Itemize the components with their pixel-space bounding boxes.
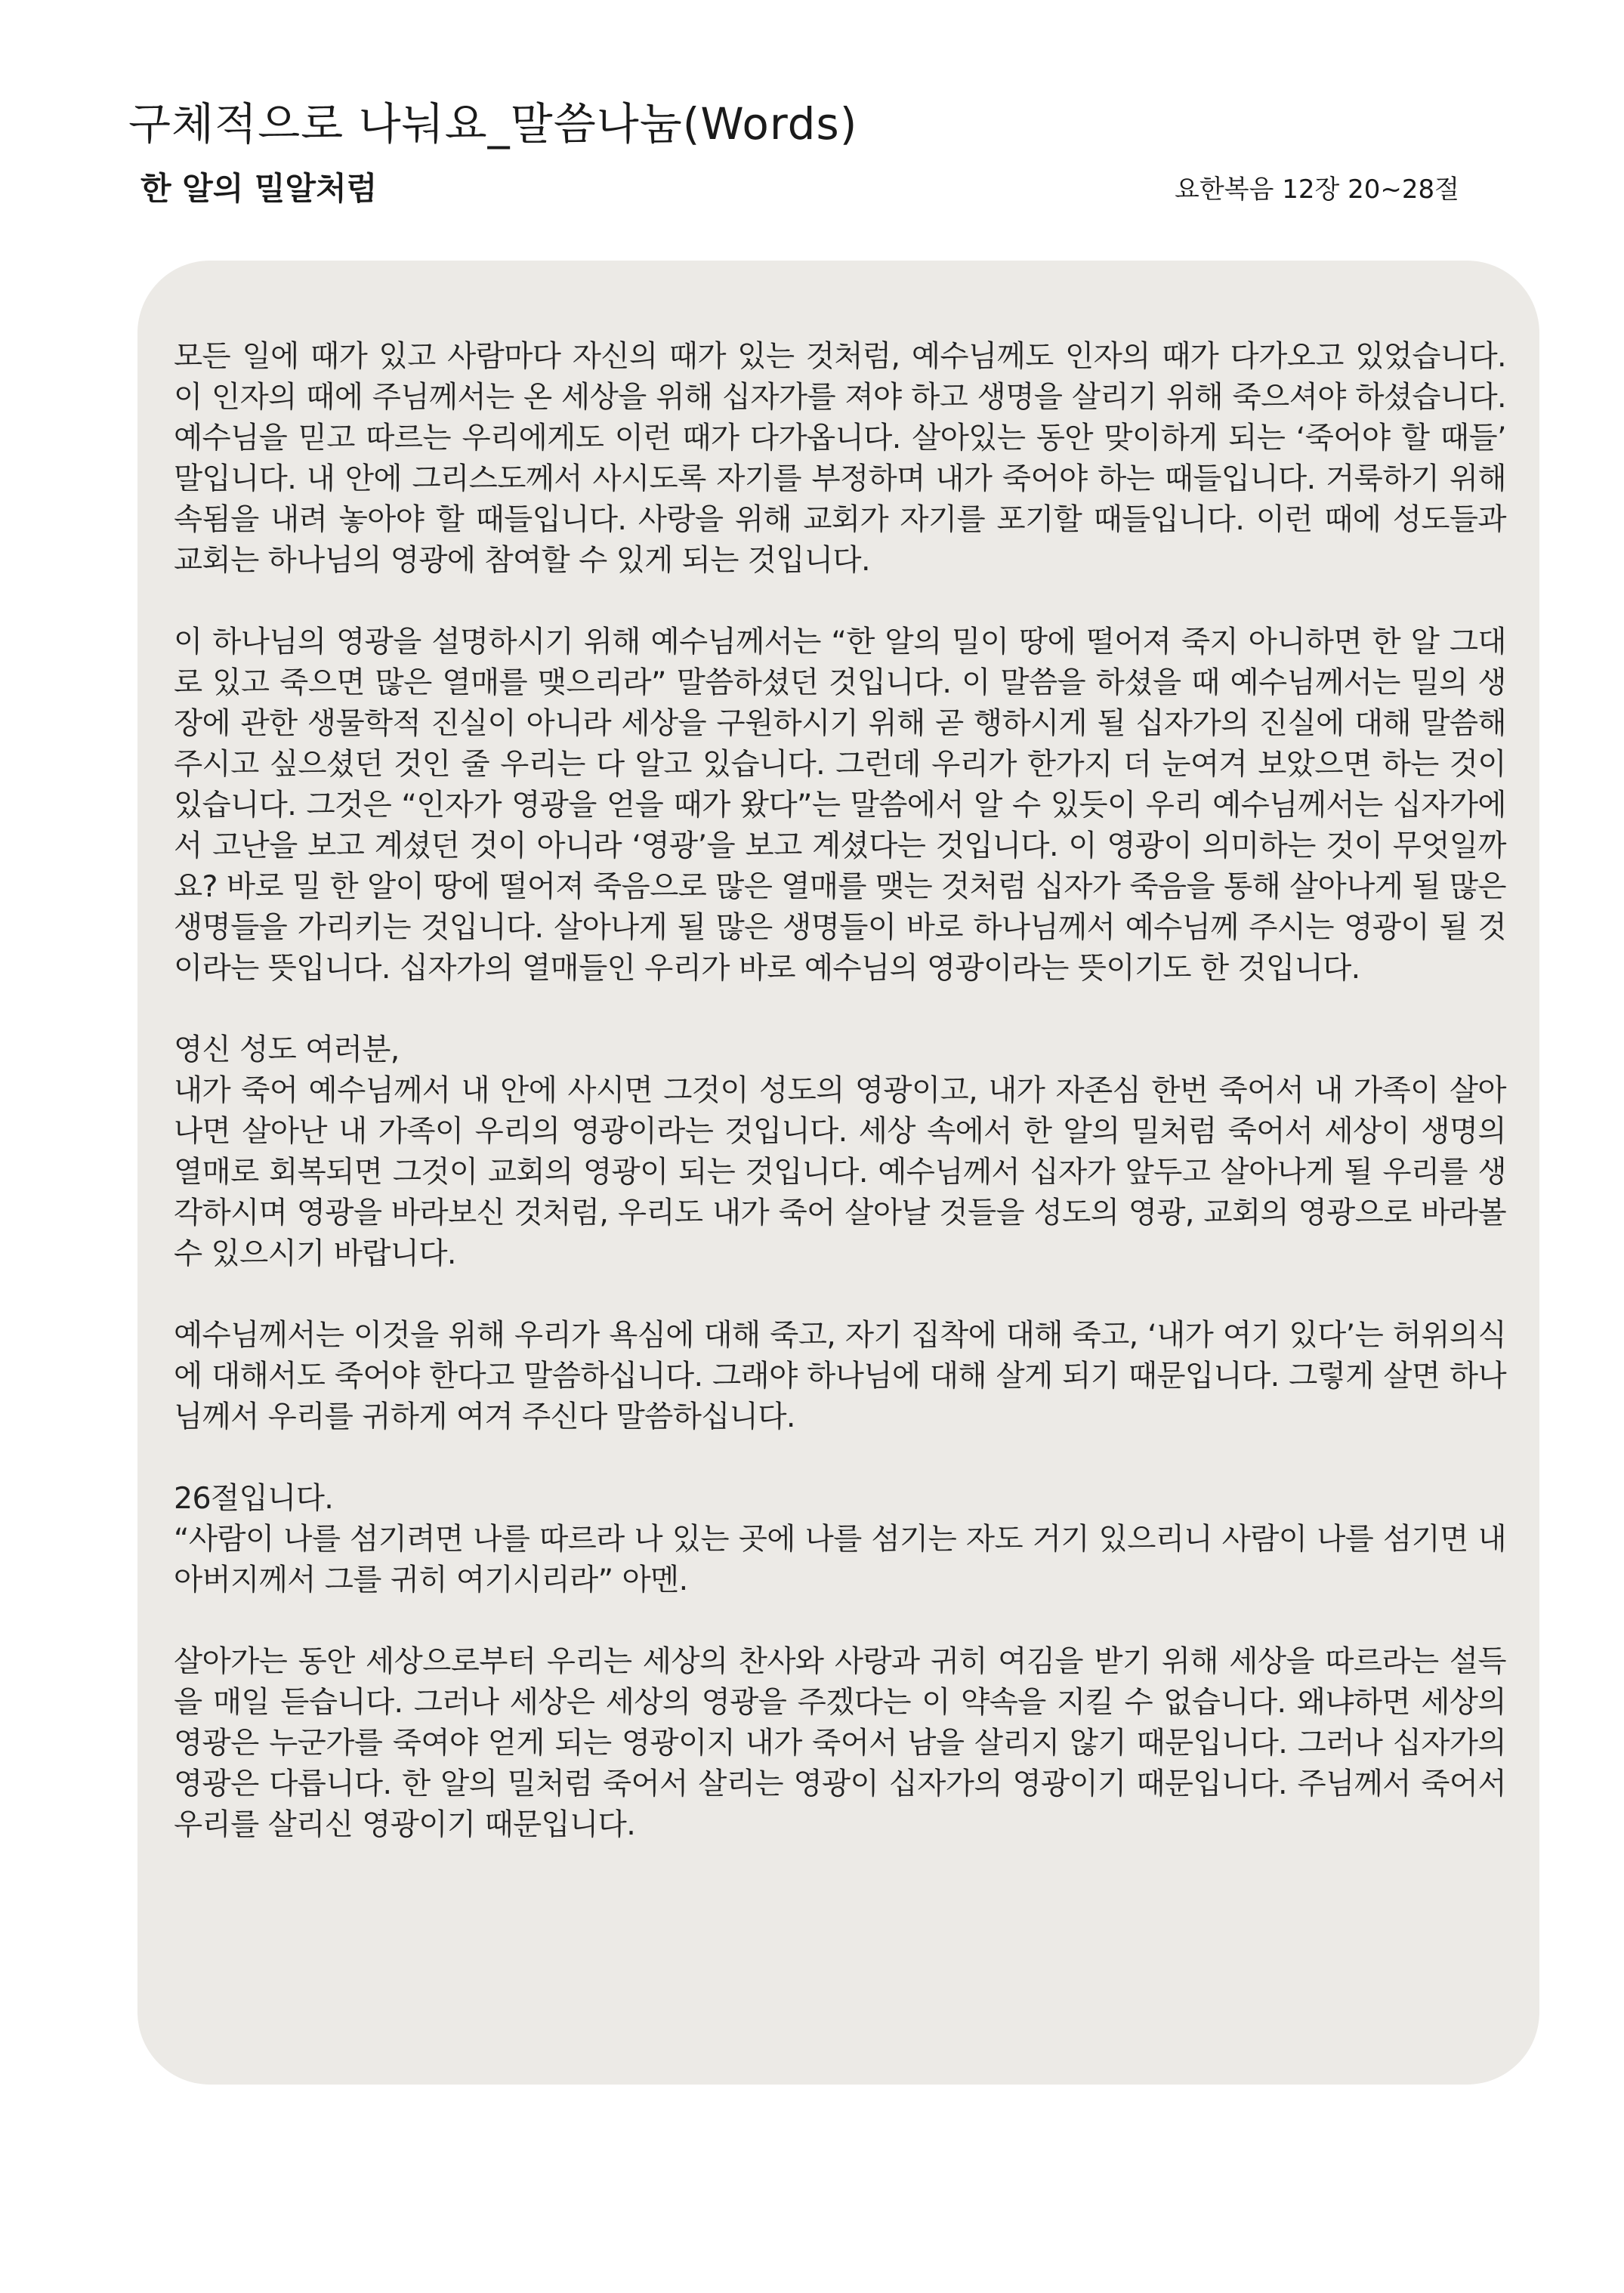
scripture-reference: 요한복음 12장 20~28절: [1175, 174, 1459, 205]
page-title: 구체적으로 나눠요_말씀나눔(Words): [128, 98, 858, 150]
paragraph-6: 살아가는 동안 세상으로부터 우리는 세상의 찬사와 사랑과 귀히 여김을 받기 위해 세상을 따르라는 설득을 매일 듣습니다. 그러나 세상은 세상의 영광을 주겠다는 이 약속을 지킬 수 없습니다. 왜냐하면 세상의 영광은 누군가를 죽여야 얻게 되는 영광이지 내가 죽어서 남을 살리지 않기 때문입니다. 그러나 십자가의 영광은 다릅니다. 한 알의 밀처럼 죽어서 살리는 영광이 십자가의 영광이기 때문입니다. 주님께서 죽어서 우리를 살리신 영광이기 때문입니다.: [174, 1644, 1506, 1842]
sermon-body: [174, 336, 1506, 1845]
paragraph-1: 모든 일에 때가 있고 사람마다 자신의 때가 있는 것처럼, 예수님께도 인자의 때가 다가오고 있었습니다. 이 인자의 때에 주님께서는 온 세상을 위해 십자가를 져야 하고 생명을 살리기 위해 죽으셔야 하셨습니다. 예수님을 믿고 따르는 우리에게도 이런 때가 다가옵니다. 살아있는 동안 맞이하게 되는 ‘죽어야 할 때들’ 말입니다. 내 안에 그리스도께서 사시도록 자기를 부정하며 내가 죽어야 하는 때들입니다. 거룩하기 위해 속됨을 내려 놓아야 할 때들입니다. 사랑을 위해 교회가 자기를 포기할 때들입니다. 이런 때에 성도들과 교회는 하나님의 영광에 참여할 수 있게 되는 것입니다.: [174, 339, 1506, 578]
sermon-content-box: [137, 261, 1539, 2085]
paragraph-2: 이 하나님의 영광을 설명하시기 위해 예수님께서는 “한 알의 밀이 땅에 떨어져 죽지 아니하면 한 알 그대로 있고 죽으면 많은 열매를 맺으리라” 말씀하셨던 것입니다. 이 말씀을 하셨을 때 예수님께서는 밀의 생장에 관한 생물학적 진실이 아니라 세상을 구원하시기 위해 곧 행하시게 될 십자가의 진실에 대해 말씀해 주시고 싶으셨던 것인 줄 우리는 다 알고 있습니다. 그런데 우리가 한가지 더 눈여겨 보았으면 하는 것이 있습니다. 그것은 “인자가 영광을 얻을 때가 왔다”는 말씀에서 알 수 있듯이 우리 예수님께서는 십자가에서 고난을 보고 계셨던 것이 아니라 ‘영광’을 보고 계셨다는 것입니다. 이 영광이 의미하는 것이 무엇일까요? 바로 밀 한 알이 땅에 떨어져 죽음으로 많은 열매를 맺는 것처럼 십자가 죽음을 통해 살아나게 될 많은 생명들을 가리키는 것입니다. 살아나게 될 많은 생명들이 바로 하나님께서 예수님께 주시는 영광이 될 것이라는 뜻입니다. 십자가의 열매들인 우리가 바로 예수님의 영광이라는 뜻이기도 한 것입니다.: [174, 625, 1506, 986]
paragraph-4: 예수님께서는 이것을 위해 우리가 욕심에 대해 죽고, 자기 집착에 대해 죽고, ‘내가 여기 있다’는 허위의식에 대해서도 죽어야 한다고 말씀하십니다. 그래야 하나님에 대해 살게 되기 때문입니다. 그렇게 살면 하나님께서 우리를 귀하게 여겨 주신다 말씀하십니다.: [174, 1318, 1506, 1434]
paragraph-5: 26절입니다. “사람이 나를 섬기려면 나를 따르라 나 있는 곳에 나를 섬기는 자도 거기 있으리니 사람이 나를 섬기면 내 아버지께서 그를 귀히 여기시리라” 아멘.: [174, 1481, 1506, 1597]
sermon-title: 한 알의 밀알처럼: [140, 170, 378, 207]
paragraph-3: 영신 성도 여러분, 내가 죽어 예수님께서 내 안에 사시면 그것이 성도의 영광이고, 내가 자존심 한번 죽어서 내 가족이 살아나면 살아난 내 가족이 우리의 영광이라는 것입니다. 세상 속에서 한 알의 밀처럼 죽어서 세상이 생명의 열매로 회복되면 그것이 교회의 영광이 되는 것입니다. 예수님께서 십자가 앞두고 살아나게 될 우리를 생각하시며 영광을 바라보신 것처럼, 우리도 내가 죽어 살아날 것들을 성도의 영광, 교회의 영광으로 바라볼 수 있으시기 바랍니다.: [174, 1032, 1506, 1271]
